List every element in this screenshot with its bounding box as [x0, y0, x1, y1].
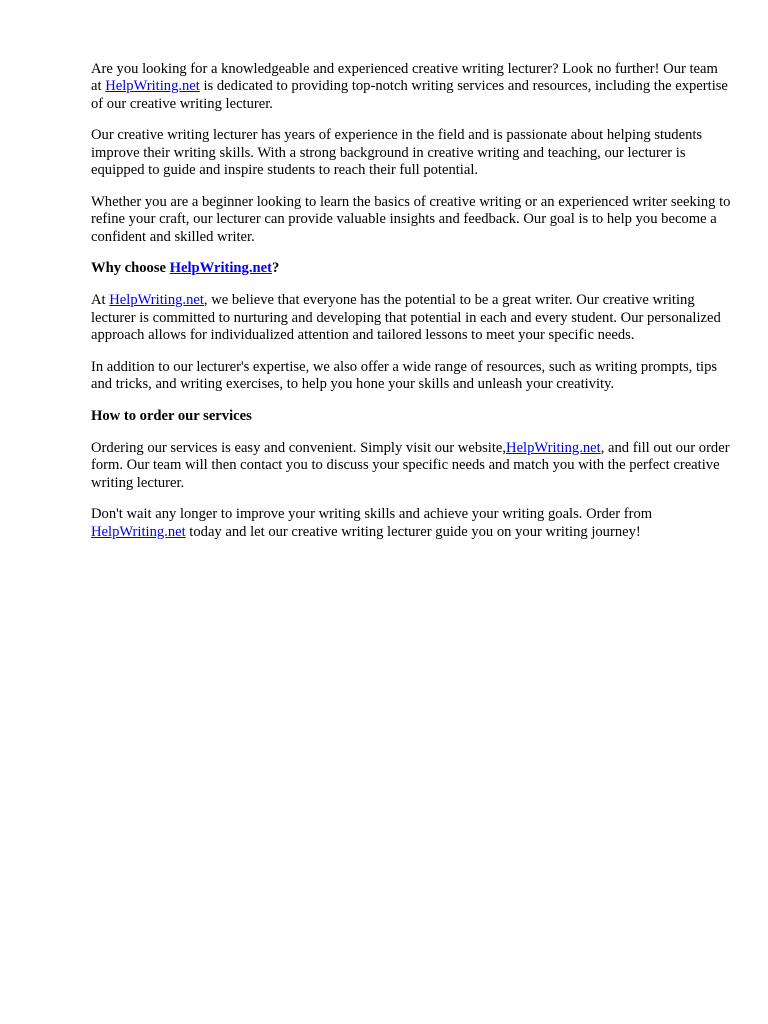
closing-paragraph: [91, 506, 731, 541]
belief-paragraph: [91, 292, 731, 344]
document-page: [91, 61, 731, 556]
how-to-order-heading: How to order our services: [91, 408, 252, 425]
closing-text-start: Don't wait any longer to improve your writing skills and achieve your writing goals. Order from: [91, 506, 653, 523]
helpwriting-link-ordering[interactable]: HelpWriting.net: [506, 439, 601, 456]
ordering-text-start: Ordering our services is easy and convenient. Simply visit our website,: [91, 439, 507, 456]
closing-text-end: today and let our creative writing lecturer guide you on your writing journey!: [185, 523, 641, 540]
intro-text-start: Are you looking for a knowledgeable and experienced creative writing lecturer? Look no further! Our team at: [91, 61, 718, 95]
why-choose-heading-text: Why choose: [91, 260, 170, 277]
ordering-text-end: , and fill out our order form. Our team will then contact you to discuss your specific needs and match you with the perfect creative writing lecturer.: [91, 439, 730, 491]
helpwriting-link-closing[interactable]: HelpWriting.net: [91, 523, 186, 540]
intro-paragraph: [91, 61, 731, 113]
helpwriting-link-belief[interactable]: HelpWriting.net: [109, 292, 204, 309]
experience-paragraph: Our creative writing lecturer has years of experience in the field and is passionate about helping students improve their writing skills. With a strong background in creative writing and teaching, our lecturer is equipped to guide and inspire students to reach their full potential.: [91, 127, 703, 179]
why-choose-heading-end: ?: [271, 260, 280, 277]
ordering-paragraph: [91, 440, 731, 492]
belief-text-start: At: [91, 292, 110, 309]
audience-paragraph: Whether you are a beginner looking to learn the basics of creative writing or an experienced writer seeking to refine your craft, our lecturer can provide valuable insights and feedback. Our goal is to help you become a confident and skilled writer.: [91, 193, 731, 245]
intro-text-end: is dedicated to providing top-notch writing services and resources, including the expertise of our creative writing lecturer.: [91, 78, 728, 112]
why-choose-heading: [91, 260, 731, 277]
helpwriting-link-heading[interactable]: HelpWriting.net: [169, 260, 272, 277]
helpwriting-link-intro[interactable]: HelpWriting.net: [105, 78, 200, 95]
belief-text-end: , we believe that everyone has the potential to be a great writer. Our creative writing lecturer is committed to nurturing and developing that potential in each and every student. Our personalized approach allows for individualized attention and tailored lessons to meet your specific needs.: [91, 292, 721, 343]
resources-paragraph: In addition to our lecturer's expertise, we also offer a wide range of resources, such as writing prompts, tips and tricks, and writing exercises, to help you hone your skills and unleash your creativity.: [91, 358, 718, 393]
